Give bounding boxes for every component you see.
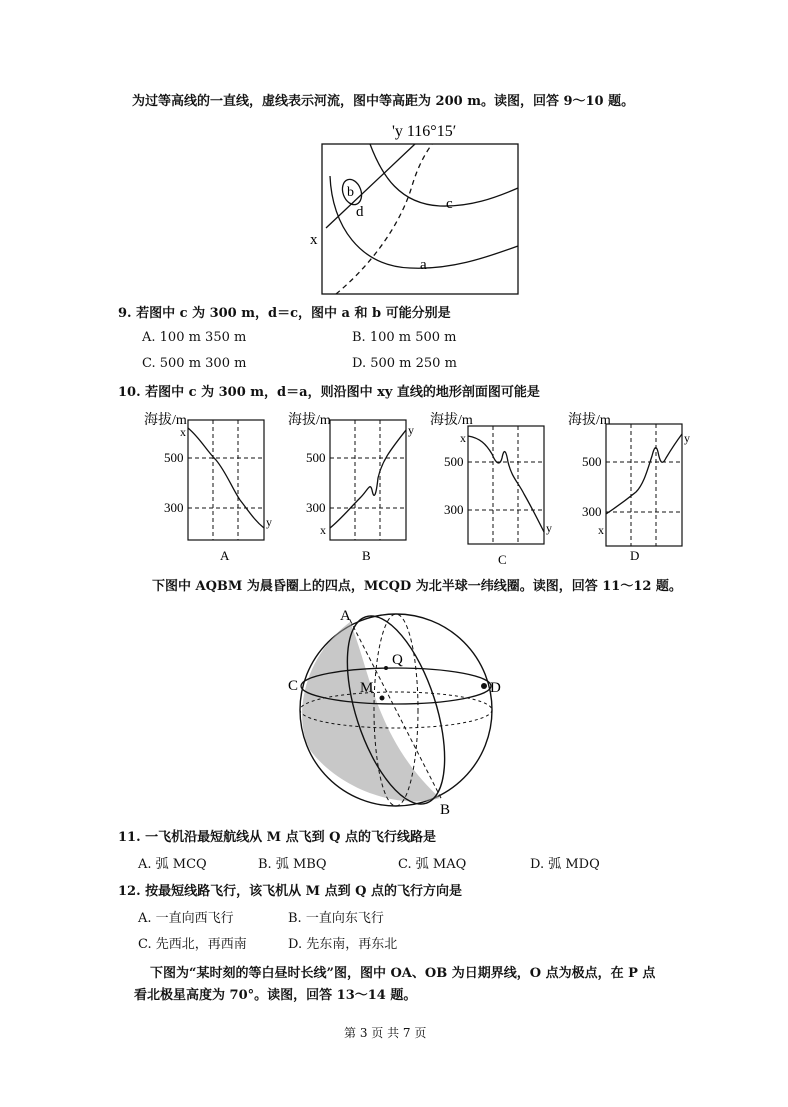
contour-map: [300, 116, 540, 305]
xy-line: [326, 144, 415, 228]
q9-option-c: C. 500 m 300 m: [142, 356, 247, 371]
q11-stem: 11. 一飞机沿最短航线从 M 点飞到 Q 点的飞行线路是: [118, 830, 436, 845]
q9-option-d: D. 500 m 250 m: [352, 356, 457, 371]
point-m: [380, 696, 385, 701]
profile-b-tick-high: 500: [306, 450, 326, 465]
profile-a-caption: A: [220, 548, 230, 563]
profile-b: [284, 408, 424, 572]
globe-intro: 下图中 AQBM 为晨昏圈上的四点，MCQD 为北半球一纬线圈。读图，回答 11～12 题。: [152, 579, 682, 594]
point-q: [384, 666, 388, 670]
q10-stem: 10. 若图中 c 为 300 m，d＝a，则沿图中 xy 直线的地形剖面图可能是: [118, 385, 540, 400]
globe-label-b: B: [440, 802, 451, 818]
profile-c-x: x: [460, 431, 466, 445]
contour-a: [330, 176, 518, 268]
globe-label-m: M: [360, 680, 374, 696]
label-a: a: [420, 257, 427, 273]
globe-label-q: Q: [392, 652, 403, 668]
label-x: x: [310, 232, 318, 248]
profile-b-ylabel: 海拔/m: [288, 413, 331, 428]
q13-intro-line1: 下图为“某时刻的等白昼时长线”图，图中 OA、OB 为日期界线，O 点为极点，在 P 点: [150, 966, 656, 981]
label-d: d: [356, 204, 364, 220]
label-c: c: [446, 196, 453, 212]
profile-b-curve: [330, 430, 406, 528]
globe-figure: [280, 600, 520, 824]
globe-label-c: C: [288, 678, 299, 694]
profile-d-tick-low: 300: [582, 504, 602, 519]
q9-option-a: A. 100 m 350 m: [142, 330, 247, 345]
q11-option-c: C. 弧 MAQ: [398, 857, 467, 872]
q11-option-a: A. 弧 MCQ: [138, 857, 207, 872]
q13-intro-line2: 看北极星高度为 70°。读图，回答 13～14 题。: [134, 988, 417, 1003]
point-d: [481, 683, 487, 689]
q11-option-d: D. 弧 MDQ: [530, 857, 600, 872]
profile-c-ylabel: 海拔/m: [430, 413, 473, 428]
profile-d-curve: [606, 434, 682, 514]
intro-line: 为过等高线的一直线，虚线表示河流，图中等高距为 200 m。读图，回答 9～10 题。: [132, 94, 635, 109]
profile-a-y: y: [266, 515, 272, 529]
profile-d-tick-high: 500: [582, 454, 602, 469]
profile-d-caption: D: [630, 548, 640, 563]
profile-a-x: x: [180, 425, 186, 439]
q12-option-b: B. 一直向东飞行: [288, 911, 384, 926]
river-dashed: [336, 144, 432, 294]
q12-option-a: A. 一直向西飞行: [138, 911, 234, 926]
profile-b-tick-low: 300: [306, 500, 326, 515]
profile-a-tick-low: 300: [164, 500, 184, 515]
q12-option-c: C. 先西北，再西南: [138, 937, 247, 952]
profile-c-y: y: [546, 521, 552, 535]
label-b: b: [347, 185, 354, 200]
profile-d-x: x: [598, 523, 604, 537]
profile-c-tick-low: 300: [444, 502, 464, 517]
profile-b-x: x: [320, 523, 326, 537]
page-footer: 第 3 页 共 7 页: [344, 1026, 427, 1040]
contour-c: [370, 144, 518, 206]
profile-c: [426, 408, 566, 572]
profile-c-curve: [468, 436, 544, 532]
profile-c-tick-high: 500: [444, 454, 464, 469]
q12-option-d: D. 先东南，再东北: [288, 937, 398, 952]
profile-c-caption: C: [498, 552, 507, 567]
profile-b-y: y: [408, 423, 414, 437]
q11-option-b: B. 弧 MBQ: [258, 857, 327, 872]
map-top-label: 'y 116°15′: [392, 123, 457, 140]
profile-d: [566, 408, 706, 572]
profile-a: [140, 408, 280, 572]
q9-stem: 9. 若图中 c 为 300 m，d＝c，图中 a 和 b 可能分别是: [118, 306, 451, 321]
profile-d-y: y: [684, 431, 690, 445]
globe-label-d: D: [490, 680, 501, 696]
globe-label-a: A: [340, 608, 351, 624]
profile-a-curve: [188, 428, 264, 528]
q12-stem: 12. 按最短线路飞行，该飞机从 M 点到 Q 点的飞行方向是: [118, 884, 462, 899]
profile-d-ylabel: 海拔/m: [568, 413, 611, 428]
q9-option-b: B. 100 m 500 m: [352, 330, 457, 345]
profile-b-caption: B: [362, 548, 371, 563]
profile-a-tick-high: 500: [164, 450, 184, 465]
profile-a-ylabel: 海拔/m: [144, 413, 187, 428]
